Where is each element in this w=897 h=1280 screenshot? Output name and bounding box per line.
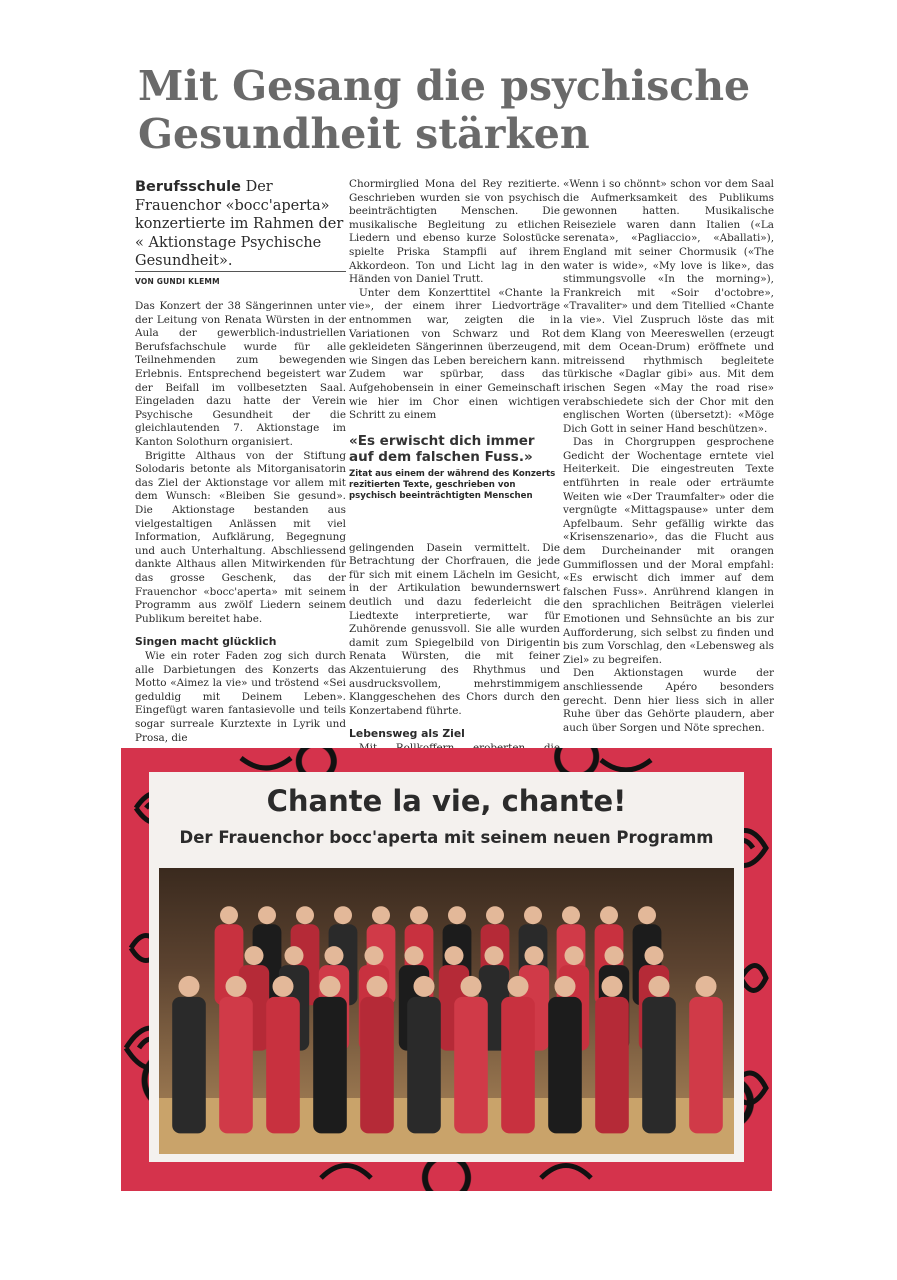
- paragraph: Chormirglied Mona del Rey rezitierte. Geschrieben wurden sie von psychisch beeinträchtigten Menschen. Die musikalische Begleitung zu etlichen Liedern und ebenso kurze Solostücke spielte Priska Stampfli auf ihrem Akkordeon. Ton und Licht lag in den Händen von Daniel Trutt.: [349, 178, 560, 286]
- choir-member-body: [172, 997, 206, 1134]
- choir-member-body: [266, 997, 300, 1134]
- lead-kicker: Berufsschule: [135, 179, 241, 195]
- subheading: Singen macht glücklich: [135, 635, 277, 649]
- choir-member-head: [258, 906, 276, 924]
- paragraph: Den Aktionstagen wurde der anschliessende Apéro besonders gerecht. Denn hier liess sich in aller Ruhe über das Gehörte plaudern, aber auch über Sorgen und Nöte sprechen.: [563, 667, 774, 734]
- choir-group-illustration: [159, 868, 734, 1154]
- choir-member-head: [524, 906, 542, 924]
- choir-member-head: [365, 946, 384, 965]
- lead-text: Der Frauenchor «bocc'aperta» konzertierte im Rahmen der « Aktionstage Psychische Gesundheit».: [135, 179, 344, 269]
- headline-line-1: Mit Gesang die psychische: [138, 62, 751, 110]
- choir-member-head: [334, 906, 352, 924]
- choir-member-head: [245, 946, 264, 965]
- choir-member-head: [410, 906, 428, 924]
- choir-member-body: [689, 997, 723, 1134]
- choir-member-head: [555, 976, 576, 997]
- headline: [138, 62, 758, 158]
- lead-paragraph: [135, 178, 346, 271]
- choir-member-head: [485, 946, 504, 965]
- article-column-3: [563, 178, 774, 735]
- choir-member-head: [565, 946, 584, 965]
- choir-member-head: [602, 976, 623, 997]
- choir-member-head: [273, 976, 294, 997]
- choir-member-head: [461, 976, 482, 997]
- choir-member-head: [414, 976, 435, 997]
- choir-photo: [159, 868, 734, 1154]
- choir-member-head: [600, 906, 618, 924]
- choir-member-head: [486, 906, 504, 924]
- choir-member-head: [296, 906, 314, 924]
- paragraph: Das in Chorgruppen gesprochene Gedicht der Wochentage erntete viel Heiterkeit. Die eingestreuten Texte entführten in reale oder erträumte Weiten wie «Der Traumfalter» oder die vergnügte «Mittagspause» unter dem Apfelbaum. Sehr gefällig wirkte das «Krisenszenario», das die Flucht aus dem Durcheinander mit orangen Gummiflossen und der Moral empfahl: «Es erwischt dich immer auf dem falschen Fuss». Anrührend klangen in den sprachlichen Beiträgen vielerlei Emotionen und Sehnsüchte an bis zur Aufforderung, sich selbst zu finden und bis zum Vorschlag, den «Lebensweg als Ziel» zu begreifen.: [563, 436, 774, 666]
- choir-member-head: [445, 946, 464, 965]
- article-column-1: [135, 178, 346, 745]
- paragraph: «Wenn i so chönnt» schon vor dem Saal die Aufmerksamkeit des Publikums gewonnen hatten. Musikalische Reiseziele waren dann Italien («La serenata», «Pagliaccio», «Aballati»), England mit seiner Chormusik («The water is wide», «My love is like», das stimmungsvolle «In the morning»), Frankreich mit «Soir d'octobre», «Travaliter» und dem Titellied «Chante la vie». Viel Zuspruch löste das mit dem Klang von Meereswellen (erzeugt mit dem Ocean-Drum) eröffnete und mitreissend rhythmisch begleitete türkische «Daglar gibi» aus. Mit dem irischen Segen «May the road rise» verabschiedete sich der Chor mit den englischen Worten (übersetzt): «Möge Dich Gott in seiner Hand beschützen».: [563, 178, 774, 435]
- article-column-2: [349, 178, 560, 783]
- paragraph: Wie ein roter Faden zog sich durch alle Darbietungen des Konzerts das Motto «Aimez la vie» und tröstend «Sei geduldig mit Deinem Leben». Eingefügt waren fantasievolle und teils sogar surreale Kurztexte in Lyrik und Prosa, die: [135, 649, 346, 744]
- concert-poster: [121, 748, 772, 1191]
- paragraph: Das Konzert der 38 Sängerinnen unter der Leitung von Renata Würsten in der Aula der gewerblich-industriellen Berufsfachschule wurde für alle Teilnehmenden zum bewegenden Erlebnis. Entsprechend begeistert war der Beifall im vollbesetzten Saal. Eingeladen dazu hatte der Verein Psychische Gesundheit der die gleichlautenden 7. Aktionstage im Kanton Solothurn organisiert.: [135, 300, 346, 449]
- subheading: Lebensweg als Ziel: [349, 727, 465, 741]
- choir-member-head: [367, 976, 388, 997]
- poster-subtitle: Der Frauenchor bocc'aperta mit seinem neuen Programm: [179, 828, 714, 847]
- choir-member-head: [696, 976, 717, 997]
- choir-member-head: [525, 946, 544, 965]
- paragraph: Unter dem Konzerttitel «Chante la vie», der einem ihrer Liedvorträge entnommen war, zeigten die in Variationen von Schwarz und Rot gekleideten Sängerinnen überzeugend, wie Singen das Leben bereichern kann. Zudem war spürbar, dass das Aufgehobensein in einer Gemeinschaft wie hier im Chor einen wichtigen Schritt zu einem: [349, 286, 560, 422]
- choir-member-body: [595, 997, 629, 1134]
- choir-member-head: [605, 946, 624, 965]
- choir-member-body: [407, 997, 441, 1134]
- choir-member-head: [508, 976, 529, 997]
- choir-member-body: [313, 997, 347, 1134]
- choir-member-head: [179, 976, 200, 997]
- choir-member-head: [325, 946, 344, 965]
- choir-member-head: [405, 946, 424, 965]
- paragraph: gelingenden Dasein vermittelt. Die Betrachtung der Chorfrauen, die jede für sich mit einem Lächeln im Gesicht, in der Artikulation bewundernswert deutlich und dazu federleicht die Liedtexte interpretierte, war für Zuhörende genussvoll. Sie alle wurden damit zum Spiegelbild von Dirigentin Renata Würsten, die mit feiner Akzentuierung des Rhythmus und ausdrucksvollem, mehrstimmigem Klanggeschehen des Chors durch den Konzertabend führte.: [349, 541, 560, 717]
- choir-member-body: [548, 997, 582, 1134]
- paragraph: Brigitte Althaus von der Stiftung Solodaris betonte als Mitorganisatorin das Ziel der Aktionstage vor allem mit dem Wunsch: «Bleiben Sie gesund». Die Aktionstage bestanden aus vielgestaltigen Anlässen mit viel Information, Aufklärung, Begegnung und auch Unterhaltung. Abschliessend dankte Althaus allen Mitwirkenden für das grosse Geschenk, das der Frauenchor «bocc'aperta» mit seinem Programm aus zwölf Liedern seinem Publikum bereitet habe.: [135, 449, 346, 625]
- poster-panel: [149, 772, 744, 1162]
- pull-quote: «Es erwischt dich immer auf dem falschen Fuss.»: [349, 432, 535, 465]
- choir-member-body: [501, 997, 535, 1134]
- choir-member-head: [448, 906, 466, 924]
- choir-member-head: [220, 906, 238, 924]
- byline: VON GUNDI KLEMM: [135, 271, 346, 289]
- choir-member-body: [642, 997, 676, 1134]
- choir-member-head: [320, 976, 341, 997]
- choir-member-head: [638, 906, 656, 924]
- choir-member-head: [649, 976, 670, 997]
- choir-member-head: [285, 946, 304, 965]
- choir-member-head: [372, 906, 390, 924]
- choir-member-body: [360, 997, 394, 1134]
- choir-member-body: [454, 997, 488, 1134]
- choir-member-head: [645, 946, 664, 965]
- choir-member-head: [562, 906, 580, 924]
- headline-line-2: Gesundheit stärken: [138, 110, 590, 158]
- choir-member-body: [219, 997, 253, 1134]
- choir-member-head: [226, 976, 247, 997]
- pull-quote-caption: Zitat aus einem der während des Konzerts rezitierten Texte, geschrieben von psychisch beeinträchtigten Menschen: [349, 468, 556, 501]
- poster-title: Chante la vie, chante!: [266, 784, 627, 818]
